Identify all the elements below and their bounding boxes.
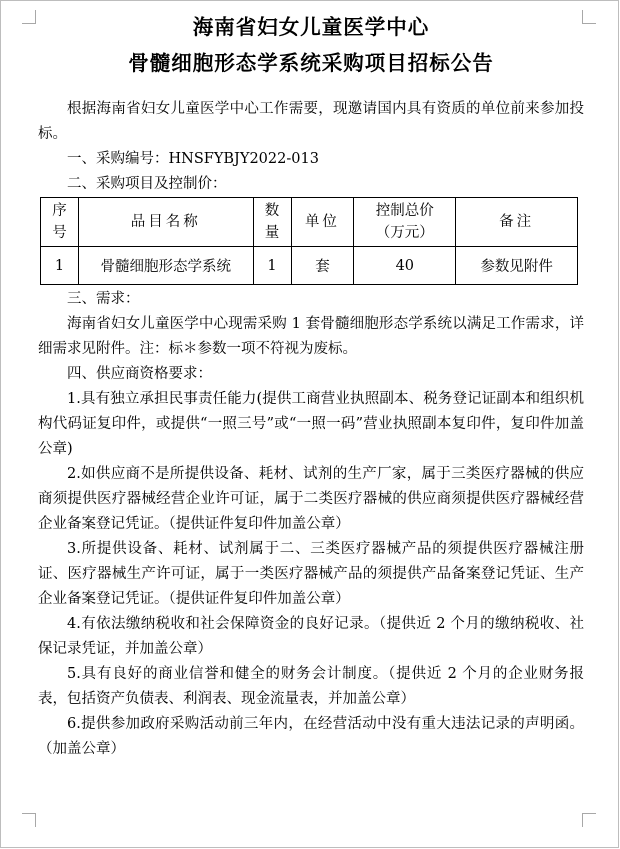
qualification-item-4: 4.有依法缴纳税收和社会保障资金的良好记录。（提供近 2 个月的缴纳税收、社保记录凭证，并加盖公章） — [38, 616, 584, 657]
header-unit: 单位 — [291, 198, 354, 247]
section-requirements-body: 海南省妇女儿童医学中心现需采购 1 套骨髓细胞形态学系统以满足工作需求，详细需求见附件。注：标＊参数一项不符视为废标。 — [38, 316, 584, 357]
crop-mark-bottom-right — [582, 813, 596, 827]
header-note: 备注 — [456, 198, 578, 247]
header-seq: 序 号 — [41, 198, 79, 247]
qualification-item-2: 2.如供应商不是所提供设备、耗材、试剂的生产厂家，属于三类医疗器械的供应商须提供医疗器械经营企业许可证，属于二类医疗器械的供应商须提供医疗器械经营企业备案登记凭证。（提供证件复印件加盖公章） — [38, 466, 584, 532]
document-title-line2: 骨髓细胞形态学系统采购项目招标公告 — [128, 51, 494, 75]
section-procurement-number: 一、采购编号：HNSFYBJY2022-013 — [67, 151, 319, 167]
cell-item-name: 骨髓细胞形态学系统 — [78, 247, 253, 285]
cell-quantity: 1 — [253, 247, 291, 285]
crop-mark-bottom-left — [22, 813, 36, 827]
document-title-line1: 海南省妇女儿童医学中心 — [192, 15, 430, 39]
header-item-name: 品目名称 — [78, 198, 253, 247]
qualification-item-3: 3.所提供设备、耗材、试剂属于二、三类医疗器械产品的须提供医疗器械注册证、医疗器械生产许可证，属于一类医疗器械产品的须提供产品备案登记凭证、生产企业备案登记凭证。（提供证件复印件加盖公章） — [38, 541, 584, 607]
qualification-item-5: 5.具有良好的商业信誉和健全的财务会计制度。（提供近 2 个月的企业财务报表，包括资产负债表、利润表、现金流量表，并加盖公章） — [38, 666, 584, 707]
section-project-and-price: 二、采购项目及控制价： — [67, 176, 227, 192]
procurement-table — [40, 197, 578, 285]
section-supplier-qualifications: 四、供应商资格要求： — [67, 366, 212, 382]
crop-mark-top-right — [582, 10, 596, 24]
document-body — [38, 10, 584, 762]
cell-note: 参数见附件 — [456, 247, 578, 285]
cell-control-price: 40 — [354, 247, 456, 285]
cell-unit: 套 — [291, 247, 354, 285]
qualification-item-1: 1.具有独立承担民事责任能力(提供工商营业执照副本、税务登记证副本和组织机构代码证复印件，或提供“一照三号”或“一照一码”营业执照副本复印件，复印件加盖公章) — [38, 391, 584, 457]
crop-mark-top-left — [22, 10, 36, 24]
qualification-item-6: 6.提供参加政府采购活动前三年内，在经营活动中没有重大违法记录的声明函。（加盖公章） — [38, 716, 584, 757]
table-row — [41, 247, 578, 285]
header-quantity: 数 量 — [253, 198, 291, 247]
section-requirements-heading: 三、需求： — [67, 291, 140, 307]
table-header-row — [41, 198, 578, 247]
cell-seq: 1 — [41, 247, 79, 285]
intro-paragraph: 根据海南省妇女儿童医学中心工作需要，现邀请国内具有资质的单位前来参加投标。 — [38, 101, 584, 142]
header-control-price: 控制总价 （万元） — [354, 198, 456, 247]
